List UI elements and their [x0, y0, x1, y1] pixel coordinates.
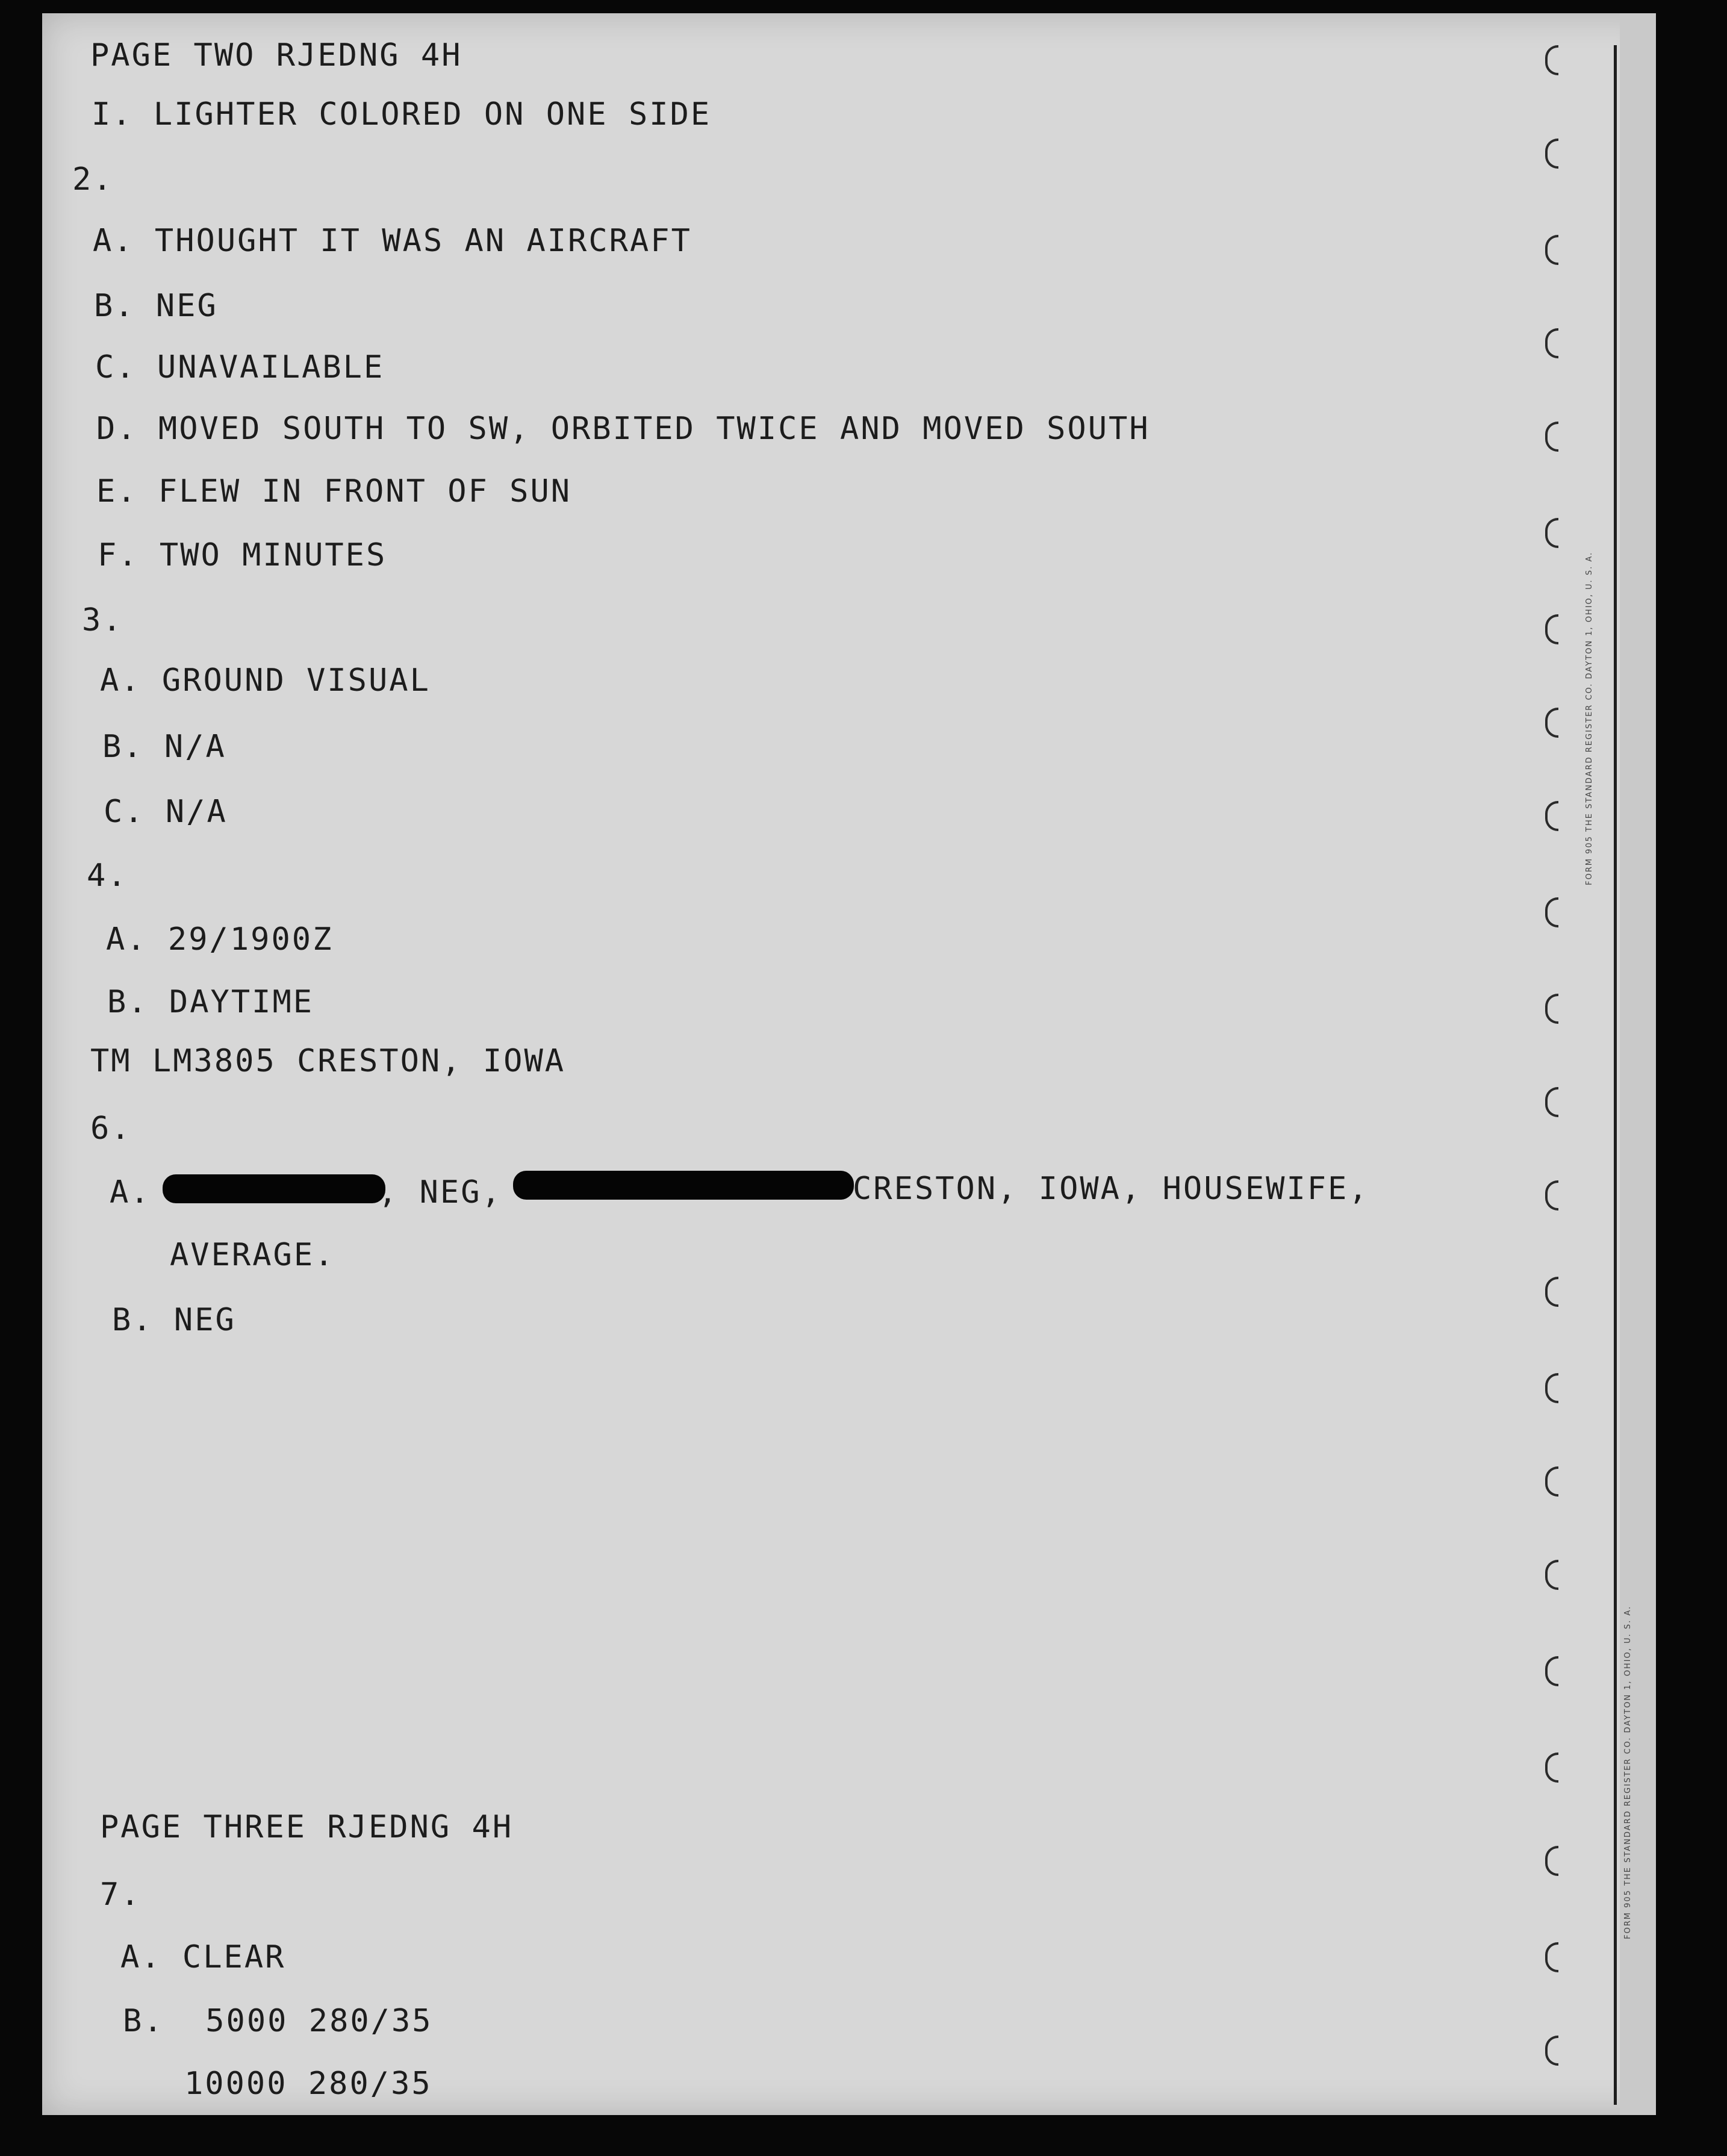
witness-line-label: A.	[110, 1174, 151, 1210]
list-item: B. N/A	[102, 729, 226, 765]
witness-line-rest: CRESTON, IOWA, HOUSEWIFE,	[853, 1171, 1369, 1207]
list-item: B. NEG	[94, 288, 218, 324]
list-item: E. FLEW IN FRONT OF SUN	[96, 473, 572, 509]
list-item: C. UNAVAILABLE	[95, 349, 385, 385]
form-imprint-lower: FORM 905 THE STANDARD REGISTER CO. DAYTON 1, OHIO, U. S. A.	[1623, 1605, 1632, 1939]
list-item: B. DAYTIME	[107, 984, 314, 1020]
list-item: C. N/A	[104, 794, 228, 830]
section-number: 7.	[100, 1877, 142, 1913]
list-item: A. GROUND VISUAL	[100, 662, 431, 699]
location-line: TM LM3805 CRESTON, IOWA	[90, 1043, 566, 1079]
section-number: 3.	[82, 602, 123, 638]
page-header: PAGE TWO RJEDNG 4H	[90, 37, 462, 73]
margin-rule	[1614, 45, 1617, 2105]
item-1: I. LIGHTER COLORED ON ONE SIDE	[92, 96, 712, 132]
list-item: D. MOVED SOUTH TO SW, ORBITED TWICE AND MOVED SOUTH	[96, 411, 1150, 447]
witness-line-neg: , NEG,	[378, 1174, 502, 1210]
list-item: B. NEG	[112, 1302, 236, 1338]
list-item: F. TWO MINUTES	[98, 537, 387, 573]
witness-line-cont: AVERAGE.	[170, 1237, 335, 1273]
page-header: PAGE THREE RJEDNG 4H	[100, 1809, 514, 1845]
redaction-bar	[513, 1171, 854, 1200]
redaction-bar	[163, 1174, 385, 1203]
list-item: A. 29/1900Z	[106, 921, 334, 958]
section-number: 2.	[72, 161, 114, 198]
section-number: 4.	[87, 858, 128, 894]
list-item: B. 5000 280/35	[123, 2003, 433, 2039]
section-number: 6.	[90, 1111, 132, 1147]
list-item-cont: 10000 280/35	[184, 2066, 432, 2102]
list-item: A. CLEAR	[120, 1939, 286, 1975]
form-imprint-upper: FORM 905 THE STANDARD REGISTER CO. DAYTON 1, OHIO, U. S. A.	[1585, 551, 1594, 885]
list-item: A. THOUGHT IT WAS AN AIRCRAFT	[93, 223, 692, 259]
